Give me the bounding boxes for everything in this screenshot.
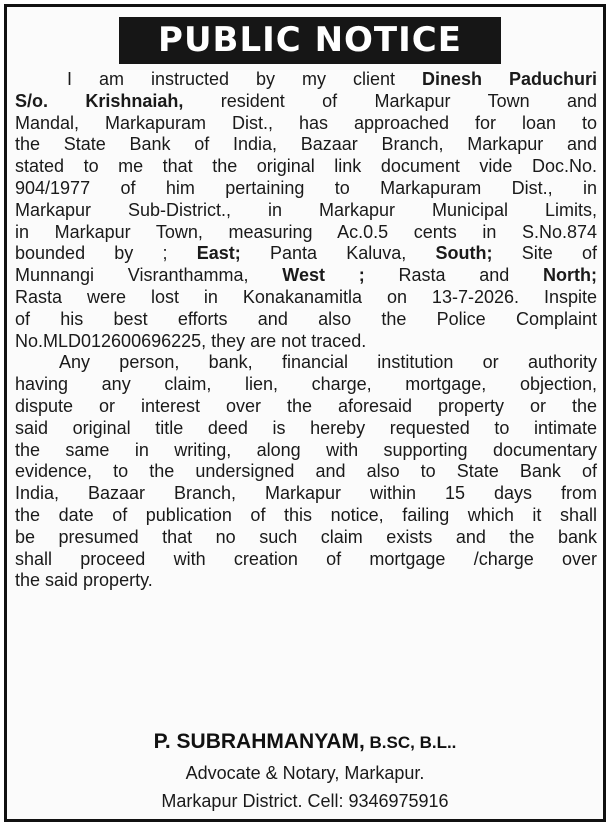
advocate-designation: Advocate & Notary, Markapur. <box>185 763 425 783</box>
paragraph-2-line-7: India, Bazaar Branch, Markapur within 15 days from <box>15 483 597 504</box>
paragraph-2-line-8: the date of publication of this notice, failing which it shall <box>15 504 597 525</box>
paragraph-2-line-2: having any claim, lien, charge, mortgage, objection, <box>15 374 597 395</box>
notice-title: PUBLIC NOTICE <box>119 17 501 64</box>
paragraph-1-line-10: Munnangi Visranthamma, West ; Rasta and North; <box>15 265 598 286</box>
paragraph-1-line-3: Mandal, Markapuram Dist., has approached for loan to <box>15 112 597 133</box>
notice-body <box>15 69 597 592</box>
paragraph-2-line-5: the same in writing, along with supporting documentary <box>15 439 597 460</box>
paragraph-2-line-9: be presumed that no such claim exists and the bank <box>15 526 597 547</box>
client-name: Dinesh Paduchuri <box>421 69 597 89</box>
paragraph-1-line-4: the State Bank of India, Bazaar Branch, Markapur and <box>15 134 597 155</box>
paragraph-1-line-11: Rasta were lost in Konakanamitla on 13-7-2026. Inspite <box>15 286 597 307</box>
paragraph-1-line-9: bounded by ; East; Panta Kaluva, South; Site of <box>15 243 597 264</box>
paragraph-2-line-3: dispute or interest over the aforesaid property or the <box>15 395 597 416</box>
client-father: S/o. Krishnaiah, <box>15 90 184 111</box>
paragraph-1-line-1: I am instructed by my client Dinesh Paduchuri <box>67 69 597 89</box>
paragraph-1-line-2: S/o. Krishnaiah, resident of Markapur Town and <box>15 90 597 111</box>
paragraph-1-line-7: Markapur Sub-District., in Markapur Municipal Limits, <box>15 199 597 220</box>
advocate-contact: Markapur District. Cell: 9346975916 <box>161 791 449 811</box>
public-notice <box>4 4 606 822</box>
paragraph-2-line-11: the said property. <box>15 570 153 591</box>
paragraph-1-line-12: of his best efforts and also the Police Complaint <box>15 308 597 329</box>
paragraph-1-line-8: in Markapur Town, measuring Ac.0.5 cents in S.No.874 <box>15 221 597 242</box>
paragraph-2-line-4: said original title deed is hereby requested to intimate <box>15 417 597 438</box>
paragraph-1-line-6: 904/1977 of him pertaining to Markapuram Dist., in <box>15 177 597 198</box>
paragraph-1-line-13: No.MLD012600696225, they are not traced. <box>15 330 367 351</box>
paragraph-2-line-6: evidence, to the undersigned and also to State Bank of <box>15 461 597 482</box>
paragraph-2-line-10: shall proceed with creation of mortgage /charge over <box>15 548 597 569</box>
advocate-name: P. SUBRAHMANYAM, B.SC, B.L.. <box>153 730 457 753</box>
advocate-degree: B.SC, B.L.. <box>364 733 457 752</box>
paragraph-2-line-1: Any person, bank, financial institution or authority <box>59 352 597 373</box>
paragraph-1-line-5: stated to me that the original link document vide Doc.No. <box>15 156 597 177</box>
